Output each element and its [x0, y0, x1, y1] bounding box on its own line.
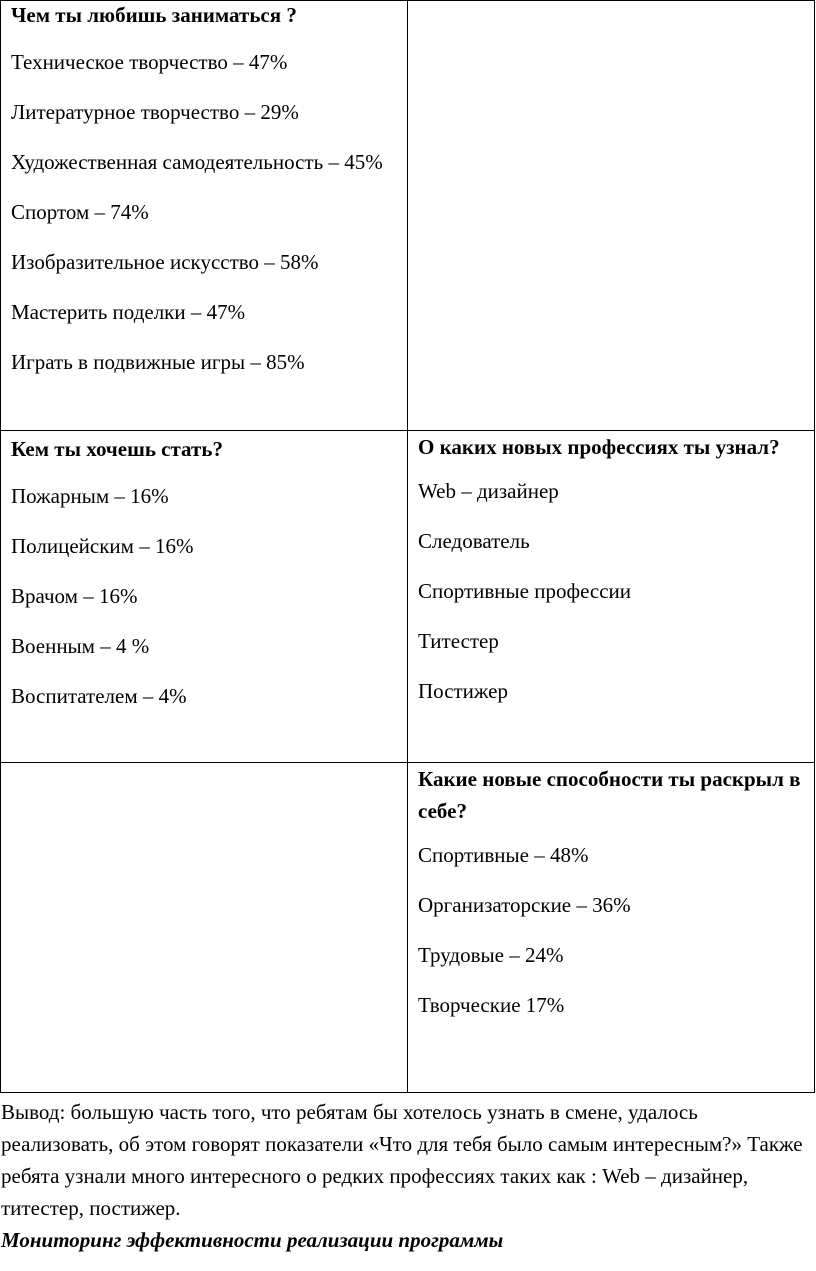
career-item: Пожарным – 16%	[11, 484, 169, 508]
table-row	[1, 1, 815, 431]
career-item: Врачом – 16%	[11, 584, 138, 608]
conclusion-text: Вывод: большую часть того, что ребятам бы хотелось узнать в смене, удалось реализовать, об этом говорят показатели «Что для тебя было самым интересным?» Также ребята узнали много интересного о редких профессиях таких как : Web – дизайнер, титестер, постижер.	[1, 1100, 803, 1220]
hobbies-item: Литературное творчество – 29%	[11, 100, 299, 124]
hobbies-item: Спортом – 74%	[11, 200, 149, 224]
abilities-item: Спортивные – 48%	[418, 843, 589, 867]
hobbies-item: Техническое творчество – 47%	[11, 50, 288, 74]
empty-cell	[1, 763, 408, 1093]
empty-cell	[408, 1, 815, 431]
table-row	[1, 763, 815, 1093]
career-item: Военным – 4 %	[11, 634, 150, 658]
career-item: Воспитателем – 4%	[11, 684, 187, 708]
career-cell	[1, 431, 408, 763]
new-professions-cell	[408, 431, 815, 763]
section-heading: Мониторинг эффективности реализации программы	[1, 1228, 504, 1252]
abilities-item: Трудовые – 24%	[418, 943, 564, 967]
hobbies-question: Чем ты любишь заниматься ?	[11, 3, 297, 27]
conclusion-section	[0, 1096, 816, 1256]
abilities-item: Организаторские – 36%	[418, 893, 631, 917]
new-professions-item: Web – дизайнер	[418, 479, 559, 503]
abilities-question: Какие новые способности ты раскрыл в себе?	[418, 767, 801, 823]
abilities-item: Творческие 17%	[418, 993, 565, 1017]
new-professions-question: О каких новых профессиях ты узнал?	[418, 435, 780, 459]
new-professions-item: Следователь	[418, 529, 530, 553]
hobbies-item: Изобразительное искусство – 58%	[11, 250, 319, 274]
career-question: Кем ты хочешь стать?	[11, 437, 223, 461]
hobbies-cell	[1, 1, 408, 431]
hobbies-item: Играть в подвижные игры – 85%	[11, 350, 305, 374]
hobbies-item: Мастерить поделки – 47%	[11, 300, 246, 324]
new-professions-item: Постижер	[418, 679, 508, 703]
new-professions-item: Спортивные профессии	[418, 579, 632, 603]
new-professions-item: Титестер	[418, 629, 499, 653]
abilities-cell	[408, 763, 815, 1093]
career-item: Полицейским – 16%	[11, 534, 194, 558]
hobbies-item: Художественная самодеятельность – 45%	[11, 150, 383, 174]
table-row	[1, 431, 815, 763]
